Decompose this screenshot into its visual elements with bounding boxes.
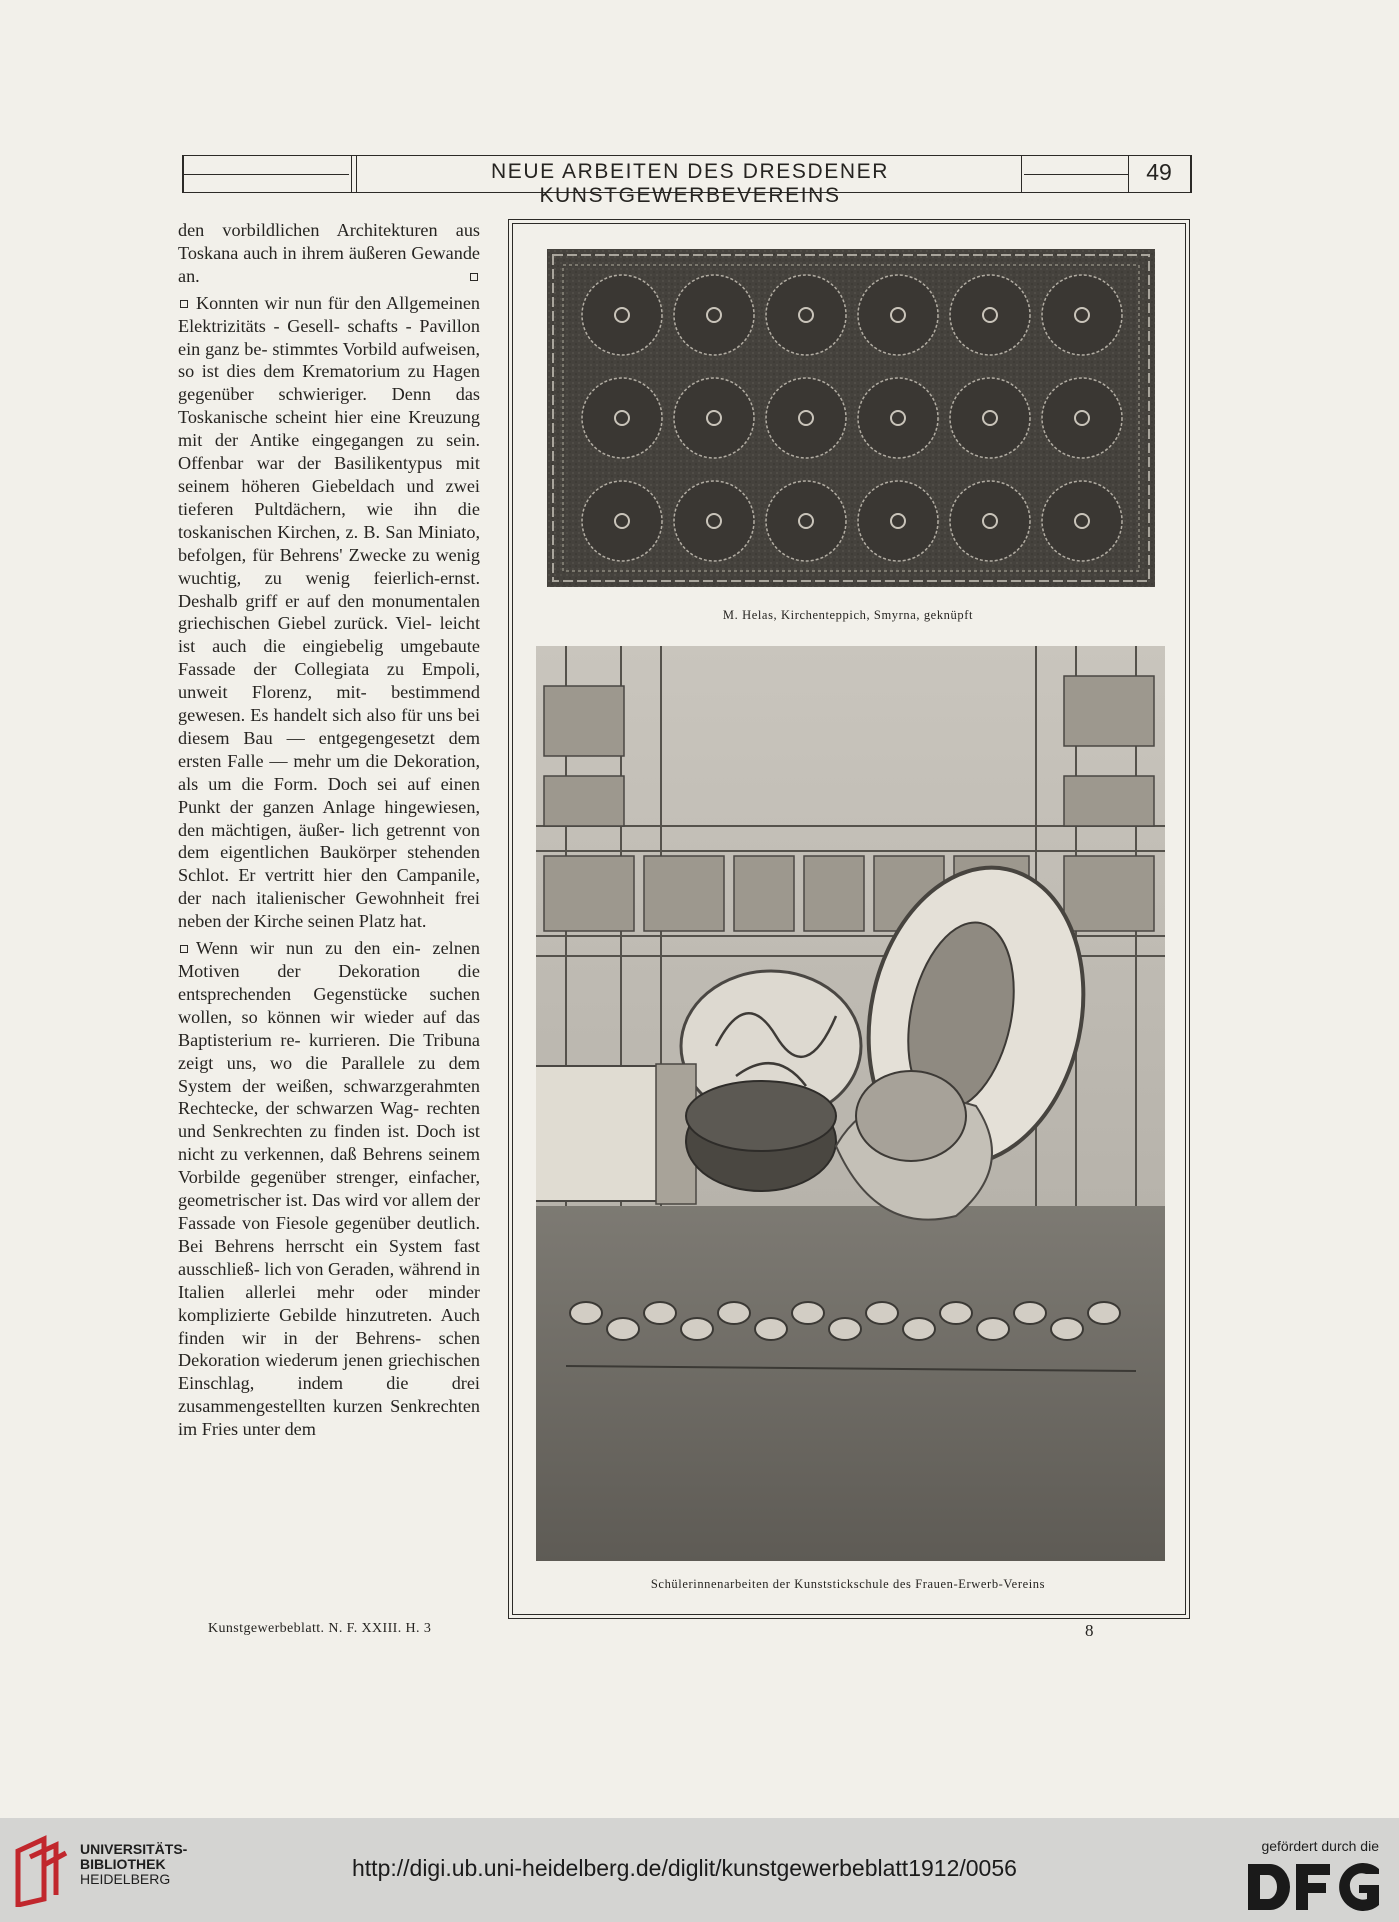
header-right-line [1024, 174, 1129, 175]
embroidered-leaf [1051, 1318, 1083, 1340]
carpet-medallion [858, 275, 938, 355]
embroidered-leaf [755, 1318, 787, 1340]
embroidered-leaf [607, 1318, 639, 1340]
sheet-signature: 8 [1085, 1621, 1094, 1640]
library-name-line: HEIDELBERG [80, 1871, 171, 1887]
carpet-medallion [766, 481, 846, 561]
section-marker-icon [180, 945, 188, 953]
embroidered-square [544, 776, 624, 826]
embroidered-square [734, 856, 794, 931]
funder-text: gefördert durch die [1261, 1838, 1379, 1854]
embroidered-square [1064, 676, 1154, 746]
carpet-medallion [766, 378, 846, 458]
carpet-medallion [1042, 481, 1122, 561]
embroidered-leaf [718, 1302, 750, 1324]
embroidered-leaf [570, 1302, 602, 1324]
embroidered-leaf [940, 1302, 972, 1324]
carpet-medallion [950, 378, 1030, 458]
library-name-line: UNIVERSITÄTS- [80, 1841, 188, 1857]
header-left-line [184, 174, 349, 175]
carpet-photo [547, 249, 1155, 587]
carpet-medallion [1042, 275, 1122, 355]
section-marker-icon [180, 300, 188, 308]
library-name-line: BIBLIOTHEK [80, 1856, 166, 1872]
journal-footer: Kunstgewerbeblatt. N. F. XXIII. H. 3 [208, 1621, 432, 1636]
header-divider [351, 155, 352, 193]
carpet-medallion [766, 275, 846, 355]
carpet-medallion [950, 275, 1030, 355]
embroidered-leaf [977, 1318, 1009, 1340]
carpet-medallion [674, 378, 754, 458]
dfg-logo-icon[interactable] [1246, 1860, 1381, 1914]
embroidered-square [544, 686, 624, 756]
carpet-medallion [950, 481, 1030, 561]
embroidery-photo [536, 646, 1165, 1561]
carpet-medallion [582, 378, 662, 458]
header-divider [1021, 155, 1022, 193]
carpet-medallion [674, 481, 754, 561]
embroidered-leaf [681, 1318, 713, 1340]
embroidered-leaf [1014, 1302, 1046, 1324]
figure-caption: Schülerinnenarbeiten der Kunststickschule des Frauen-Erwerb-Vereins [650, 1577, 1046, 1591]
paragraph-text: Konnten wir nun für den Allgemeinen Elektrizitäts - Gesell- schafts - Pavillon ein ganz be- stimmtes Vorbild aufweisen, so ist dies dem Krematorium zu Hagen gegenüber schwieriger. Denn das Toskanische scheint hier eine Kreuzung mit der Antike eingegangen zu sein. Offenbar war der Basilikentypus mit seinem höheren Giebeldach und zwei tieferen Pultdächern, wie ihn die toskanischen Kirchen, z. B. San Miniato, befolgen, für Behrens' Zwecke zu wenig wuchtig, zu wenig feierlich-ernst. Deshalb griff er auf den monumentalen griechischen Giebel zurück. Viel- leicht ist auch die eingiebelig umgebaute Fassade der Collegiata zu Empoli, unweit Florenz, mit- bestimmend gewesen. Es handelt sich also für uns bei diesem Bau — entgegengesetzt dem ersten Falle — mehr um die Dekoration, als um die Form. Doch sei auf einen Punkt der ganzen Anlage hingewiesen, den mächtigen, äußer- lich getrennt von dem eigentlichen Baukörper stehenden Schlot. Er vertritt hier den Campanile, der nach italienischer Gewohnheit frei neben der Kirche seinen Platz hat. [178, 292, 480, 932]
embroidered-leaf [792, 1302, 824, 1324]
embroidered-leaf [644, 1302, 676, 1324]
carpet-medallion [858, 378, 938, 458]
header-divider [356, 155, 357, 193]
permalink-url[interactable]: http://digi.ub.uni-heidelberg.de/diglit/kunstgewerbeblatt1912/0056 [352, 1855, 1017, 1881]
embroidery-still-life-image [536, 646, 1165, 1561]
embroidered-leaf [903, 1318, 935, 1340]
carpet-medallion [582, 481, 662, 561]
header-top-rule [184, 155, 1190, 156]
embroidered-square [1064, 776, 1154, 826]
paragraph [178, 937, 480, 1441]
embroidered-leaf [829, 1318, 861, 1340]
paragraph-text: den vorbildlichen Architekturen aus Toskana auch in ihrem äußeren Gewande an. [178, 220, 480, 286]
carpet-medallion [582, 275, 662, 355]
digital-library-bar [0, 1818, 1399, 1922]
carpet-medallion [858, 481, 938, 561]
carpet-pattern-image [547, 249, 1155, 587]
body-text-column [178, 219, 480, 1441]
embroidered-square [1064, 856, 1154, 931]
header-title: NEUE ARBEITEN DES DRESDENER KUNSTGEWERBEVEREINS [491, 160, 889, 207]
paragraph [178, 292, 480, 933]
carpet-medallion [674, 275, 754, 355]
carpet-medallion [1042, 378, 1122, 458]
embroidered-square [644, 856, 724, 931]
section-marker-icon [470, 273, 478, 281]
page-number: 49 [1146, 159, 1172, 185]
paragraph [178, 219, 480, 288]
embroidered-square [544, 856, 634, 931]
figure-caption: M. Helas, Kirchenteppich, Smyrna, geknüpft [722, 608, 974, 622]
paragraph-text: Wenn wir nun zu den ein- zelnen Motiven der Dekoration die entsprechenden Gegenstücke suchen wollen, so können wir wieder auf das Baptisterium re- kurrieren. Die Tribuna zeigt uns, wo die Parallele zu dem System der weißen, schwarzgerahmten Rechtecke, der schwarzen Wag- rechten und Senkrechten zu finden ist. Doch ist nicht zu verkennen, daß Behrens seinem Vorbilde gegenüber strenger, einfacher, geometrischer ist. Das wird vor allem der Fassade von Fiesole gegenüber deutlich. Bei Behrens herrscht ein System fast ausschließ- lich von Geraden, während in Italien allerlei mehr oder minder komplizierte Gebilde hinzutreten. Auch finden wir in der Behrens- schen Dekoration wiederum jenen griechischen Einschlag, indem die drei zusammengestellten kurzen Senkrechten im Fries unter dem [178, 938, 481, 1440]
university-library-logo-icon[interactable] [14, 1835, 72, 1907]
embroidered-square [804, 856, 864, 931]
embroidered-leaf [1088, 1302, 1120, 1324]
library-name [80, 1842, 187, 1887]
embroidered-leaf [866, 1302, 898, 1324]
running-header [182, 155, 1192, 207]
